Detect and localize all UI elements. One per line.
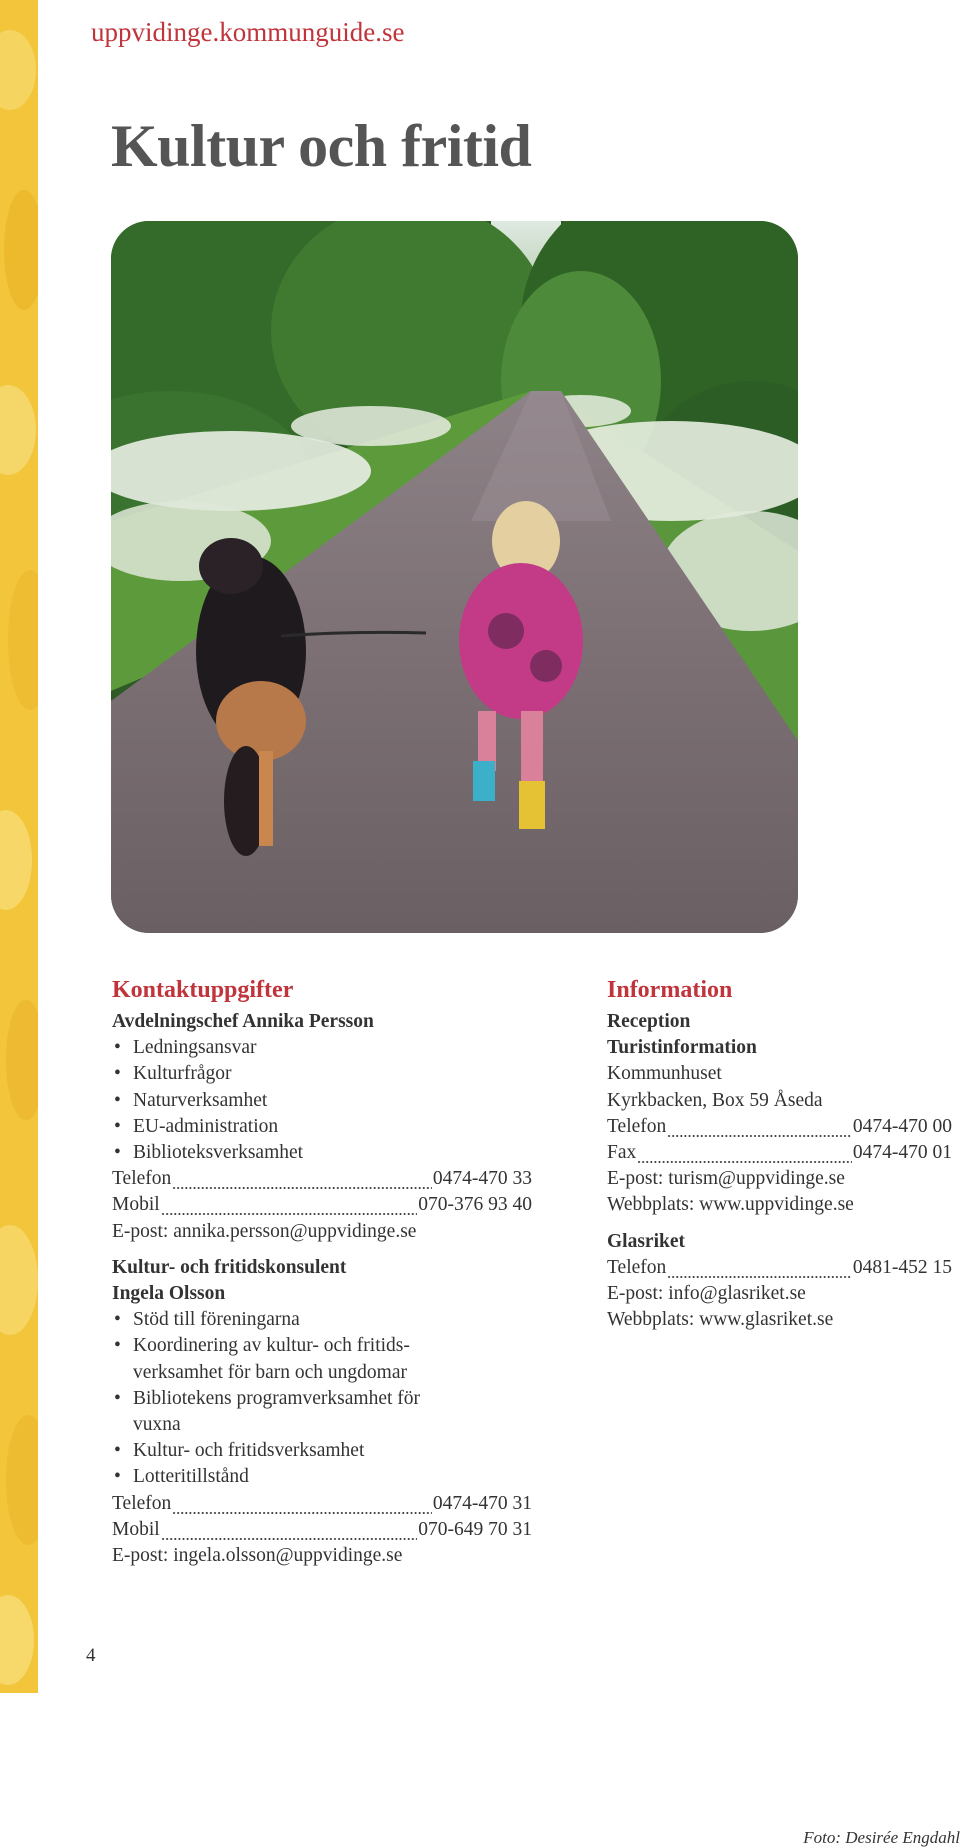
- glasriket-heading: Glasriket: [607, 1230, 685, 1252]
- site-url: uppvidinge.kommunguide.se: [91, 17, 405, 47]
- page-title: Kultur och fritid: [111, 113, 532, 179]
- page-number: 4: [86, 1645, 96, 1666]
- street-address: Kyrkbacken, Box 59 Åseda: [607, 1089, 823, 1111]
- information-heading: Information: [607, 977, 733, 1003]
- mobile-number[interactable]: 070-649 70 31: [418, 1518, 532, 1540]
- photo-credit: Foto: Desirée Engdahl: [803, 1828, 960, 1847]
- phone-label: Telefon: [607, 1115, 667, 1137]
- decorative-side-band: [0, 0, 38, 1693]
- contact-person2-title: Kultur- och fritidskonsulent: [112, 1256, 347, 1278]
- info-email[interactable]: E-post: turism@uppvidinge.se: [607, 1168, 845, 1190]
- contact-person1-duties: [112, 1035, 532, 1166]
- contact-person1-phone: [112, 1166, 532, 1192]
- information-column: [607, 975, 952, 1333]
- duty-item: • Ledningsansvar: [112, 1035, 532, 1061]
- phone-number[interactable]: 0474-470 31: [432, 1492, 532, 1514]
- glasriket-website[interactable]: Webbplats: www.glasriket.se: [607, 1309, 834, 1331]
- tourist-info-label: Turistinformation: [607, 1037, 757, 1059]
- duty-item: • Naturverksamhet: [112, 1088, 532, 1114]
- duty-item: • Biblioteksverksamhet: [112, 1140, 532, 1166]
- contact-person1-mobile: [112, 1192, 532, 1218]
- glasriket-phone: [607, 1255, 952, 1281]
- duty-item: • Koordinering av kultur- och fritids-verksamhet för barn och ungdomar: [112, 1333, 453, 1385]
- info-phone: [607, 1114, 952, 1140]
- info-website[interactable]: Webbplats: www.uppvidinge.se: [607, 1194, 854, 1216]
- dot-leader: [667, 1255, 852, 1281]
- contact-person2-name: Ingela Olsson: [112, 1283, 226, 1305]
- building-name: Kommunhuset: [607, 1063, 722, 1085]
- phone-label: Telefon: [112, 1492, 172, 1514]
- fax-number: 0474-470 01: [852, 1142, 952, 1164]
- dot-leader: [637, 1140, 852, 1166]
- contact-person1-title: Avdelningschef Annika Persson: [112, 1011, 374, 1032]
- dot-leader: [172, 1491, 432, 1517]
- contact-person2-duties: [112, 1307, 532, 1490]
- feature-photo: [111, 221, 798, 933]
- duty-item: • EU-administration: [112, 1114, 532, 1140]
- phone-label: Telefon: [607, 1256, 667, 1278]
- contact-column: [112, 975, 532, 1569]
- contact-person1-email[interactable]: E-post: annika.persson@uppvidinge.se: [112, 1220, 417, 1242]
- phone-number[interactable]: 0481-452 15: [852, 1256, 952, 1278]
- fax-label: Fax: [607, 1142, 637, 1164]
- duty-item: • Stöd till föreningarna: [112, 1307, 532, 1333]
- duty-item: • Kulturfrågor: [112, 1061, 532, 1087]
- mobile-label: Mobil: [112, 1518, 160, 1540]
- mobile-label: Mobil: [112, 1194, 160, 1216]
- duty-item: • Kultur- och fritidsverksamhet: [112, 1438, 532, 1464]
- phone-number[interactable]: 0474-470 00: [852, 1115, 952, 1137]
- dot-leader: [161, 1517, 418, 1543]
- mobile-number[interactable]: 070-376 93 40: [418, 1194, 532, 1216]
- dot-leader: [667, 1114, 852, 1140]
- contact-person2-mobile: [112, 1517, 532, 1543]
- dot-leader: [161, 1192, 418, 1218]
- phone-label: Telefon: [112, 1168, 172, 1190]
- glasriket-email[interactable]: E-post: info@glasriket.se: [607, 1283, 806, 1305]
- info-fax: [607, 1140, 952, 1166]
- phone-number[interactable]: 0474-470 33: [432, 1168, 532, 1190]
- contact-heading: Kontaktuppgifter: [112, 977, 294, 1003]
- contact-person2-phone: [112, 1491, 532, 1517]
- duty-item: • Lotteritillstånd: [112, 1464, 532, 1490]
- dot-leader: [172, 1166, 432, 1192]
- reception-label: Reception: [607, 1011, 691, 1032]
- duty-item: • Bibliotekens programverksamhet för vuxna: [112, 1386, 453, 1438]
- contact-person2-email[interactable]: E-post: ingela.olsson@uppvidinge.se: [112, 1545, 403, 1567]
